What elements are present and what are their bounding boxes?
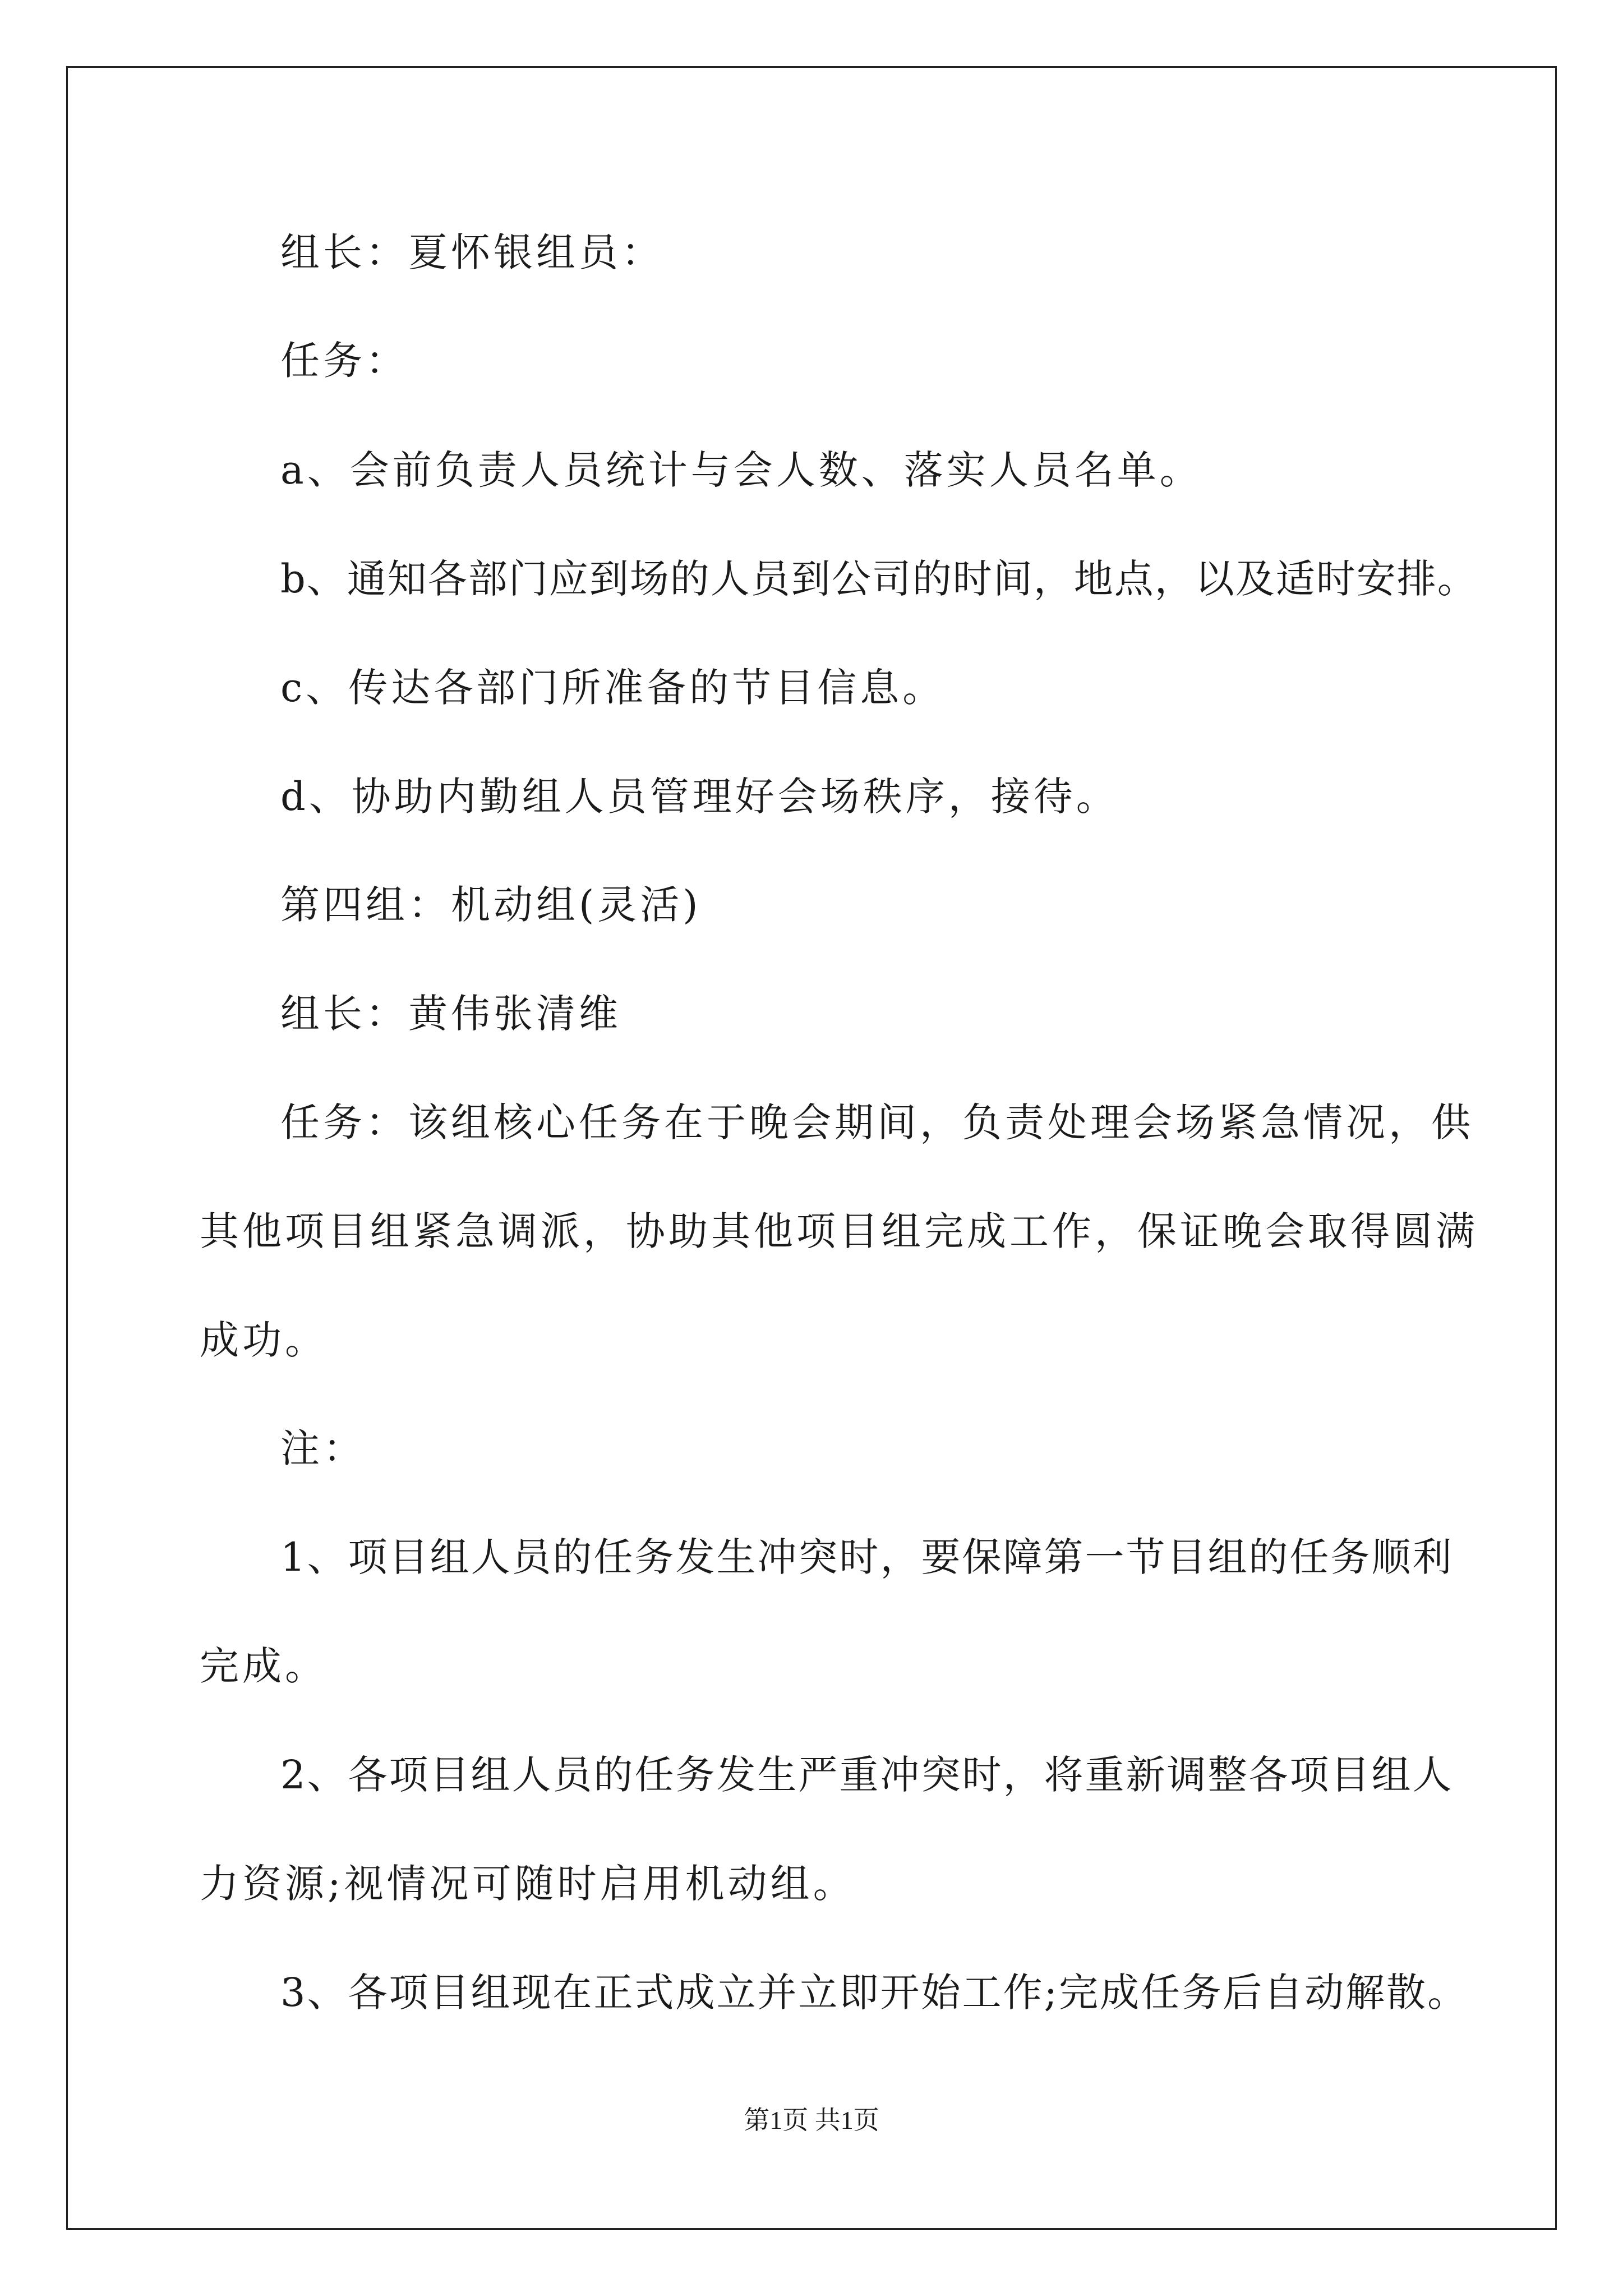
paragraph-note-2-line1: 2、各项目组人员的任务发生严重冲突时，将重新调整各项目组人 [280, 1752, 1454, 1798]
paragraph-note-3: 3、各项目组现在正式成立并立即开始工作;完成任务后自动解散。 [280, 1970, 1469, 2016]
paragraph-group-four-leader: 组长：黄伟张清维 [280, 991, 621, 1037]
paragraph-group-four-task-line2: 其他项目组紧急调派，协助其他项目组完成工作，保证晚会取得圆满 [200, 1208, 1478, 1254]
paragraph-task-a: a、会前负责人员统计与会人数、落实人员名单。 [280, 447, 1202, 493]
paragraph-note-1-line1: 1、项目组人员的任务发生冲突时，要保障第一节目组的任务顺利 [280, 1534, 1454, 1580]
paragraph-group-four-task-line1: 任务：该组核心任务在于晚会期间，负责处理会场紧急情况，供 [280, 1099, 1474, 1145]
paragraph-note-2-line2: 力资源;视情况可随时启用机动组。 [200, 1861, 856, 1907]
page-footer: 第1页 共1页 [744, 2106, 879, 2134]
paragraph-task-c: c、传达各部门所准备的节目信息。 [280, 665, 946, 711]
paragraph-note-1-line2: 完成。 [200, 1643, 328, 1689]
paragraph-task-b: b、通知各部门应到场的人员到公司的时间，地点，以及适时安排。 [280, 556, 1478, 602]
paragraph-task-d: d、协助内勤组人员管理好会场秩序，接待。 [280, 774, 1119, 820]
paragraph-group-four-heading: 第四组：机动组(灵活) [280, 882, 702, 928]
paragraph-group-four-task-line3: 成功。 [200, 1317, 328, 1363]
paragraph-tasks-label: 任务： [280, 338, 408, 384]
paragraph-note-label: 注： [280, 1425, 366, 1471]
paragraph-group-leader: 组长：夏怀银组员： [280, 229, 664, 275]
